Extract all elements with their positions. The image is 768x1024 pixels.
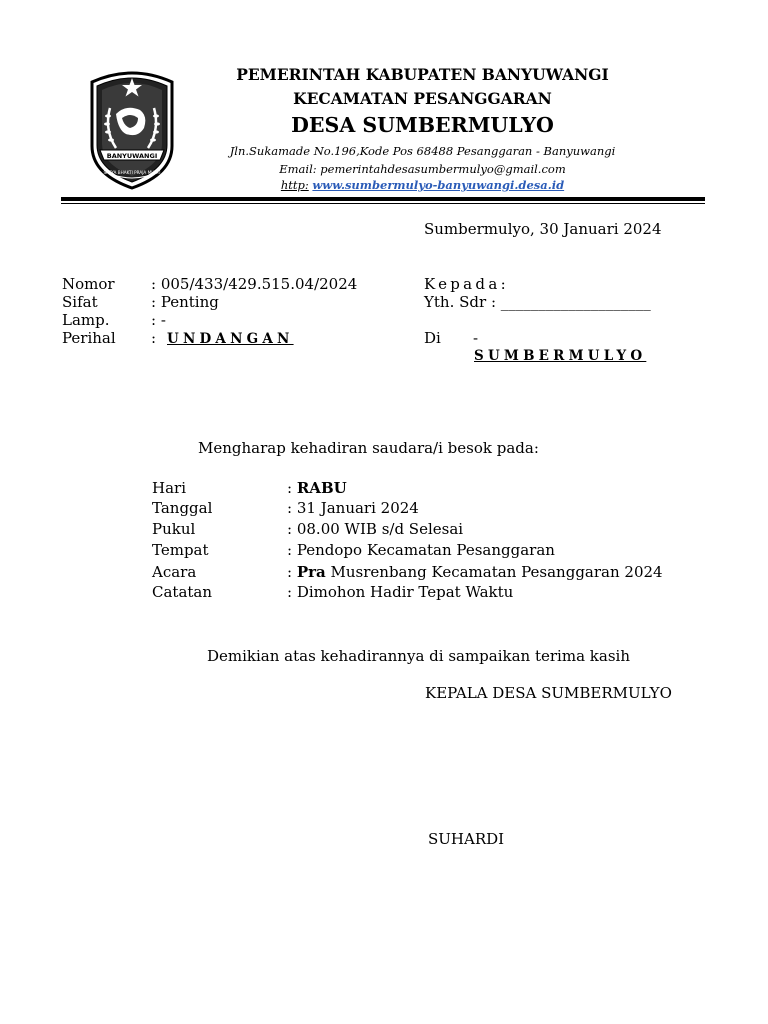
detail-colon: :: [287, 563, 293, 581]
detail-value: [287, 583, 513, 601]
sifat-label: Sifat: [62, 293, 98, 311]
letterhead-government: PEMERINTAH KABUPATEN BANYUWANGI: [236, 65, 609, 84]
perihal-label: Perihal: [62, 329, 116, 347]
letterhead-divider-thin: [61, 203, 705, 204]
detail-colon: :: [287, 541, 293, 559]
detail-text: 31 Januari 2024: [296, 499, 419, 517]
detail-value: [287, 541, 555, 559]
detail-label: Pukul: [152, 520, 196, 538]
coat-of-arms-emblem: [86, 68, 178, 190]
perihal-colon: :: [151, 329, 157, 347]
detail-label: Tempat: [152, 541, 209, 559]
letterhead-website: [200, 178, 645, 192]
letterhead-address: Jln.Sukamade No.196,Kode Pos 68488 Pesanggaran - Banyuwangi: [229, 144, 616, 158]
detail-colon: :: [287, 583, 293, 601]
signature-name: SUHARDI: [428, 830, 505, 848]
intro-text: Mengharap kehadiran saudara/i besok pada:: [198, 439, 539, 457]
detail-text: 08.00 WIB s/d Selesai: [296, 520, 464, 538]
detail-colon: :: [287, 479, 293, 497]
detail-text: Pendopo Kecamatan Pesanggaran: [296, 541, 555, 559]
letterhead-email: Email: pemerintahdesasumbermulyo@gmail.com: [279, 162, 566, 176]
detail-value: [287, 479, 347, 497]
detail-value: [287, 520, 463, 538]
letterhead-divider-thick: [61, 197, 705, 201]
detail-label: Catatan: [152, 583, 213, 601]
detail-text: Dimohon Hadir Tepat Waktu: [296, 583, 514, 601]
nomor-label: Nomor: [62, 275, 115, 293]
detail-value: [287, 499, 419, 517]
svg-text:BANYUWANGI: BANYUWANGI: [106, 152, 158, 160]
di-dash: -: [473, 329, 479, 347]
di-label: Di: [424, 329, 441, 347]
detail-colon: :: [287, 520, 293, 538]
place-date: Sumbermulyo, 30 Januari 2024: [424, 220, 662, 238]
detail-label: Tanggal: [152, 499, 213, 517]
svg-text:SATYA BHAKTI PRAJA MUKTI: SATYA BHAKTI PRAJA MUKTI: [103, 170, 161, 175]
recipient-yth: Yth. Sdr : ____________________: [424, 293, 651, 311]
detail-bold: RABU: [296, 479, 347, 497]
perihal-value: UNDANGAN: [167, 331, 294, 347]
detail-text: Musrenbang Kecamatan Pesanggaran 2024: [330, 563, 663, 581]
detail-label: Hari: [152, 479, 186, 497]
detail-value: [287, 563, 663, 581]
sifat-value: : Penting: [151, 293, 219, 311]
website-prefix: http:: [280, 178, 309, 192]
kepada-label: Kepada:: [424, 275, 509, 293]
letterhead-village: DESA SUMBERMULYO: [291, 113, 554, 137]
lamp-label: Lamp.: [62, 311, 110, 329]
nomor-value: : 005/433/429.515.04/2024: [151, 275, 358, 293]
detail-bold: Pra: [296, 563, 326, 581]
recipient-place: SUMBERMULYO: [474, 348, 647, 364]
detail-label: Acara: [152, 563, 197, 581]
detail-colon: :: [287, 499, 293, 517]
website-link[interactable]: www.sumbermulyo-banyuwangi.desa.id: [312, 178, 565, 192]
closing-text: Demikian atas kehadirannya di sampaikan terima kasih: [207, 647, 630, 665]
signature-title: KEPALA DESA SUMBERMULYO: [425, 684, 672, 702]
lamp-value: : -: [151, 311, 166, 329]
letterhead-district: KECAMATAN PESANGGARAN: [293, 89, 552, 108]
